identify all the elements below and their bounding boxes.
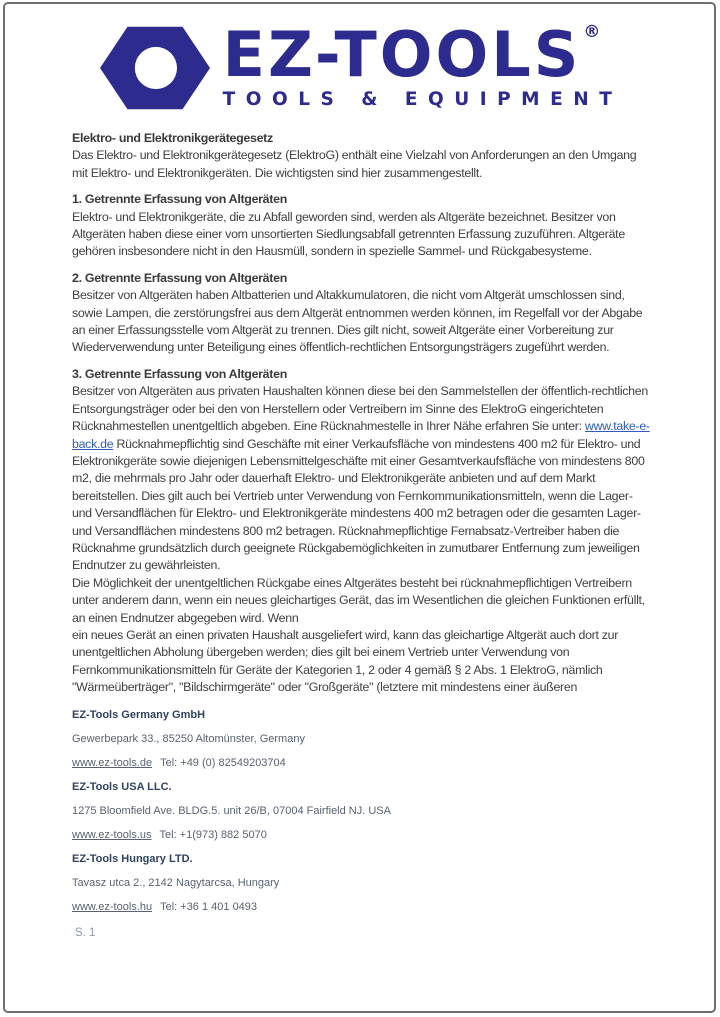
section-3	[72, 366, 654, 697]
company-phone: Tel: +36 1 401 0493	[160, 900, 258, 913]
company-contact-line	[72, 757, 650, 770]
page-title: Elektro- und Elektronikgerätegesetz	[72, 131, 273, 145]
company-address: Gewerbepark 33., 85250 Altomünster, Germany	[72, 732, 305, 745]
section-1-paragraph: Elektro- und Elektronikgeräte, die zu Abfall geworden sind, werden als Altgeräte bezeichnet. Besitzer von Altgeräten haben diese einer vom unsortierten Siedlungsabfall getrennten Erfassung zuzuführen. Altgeräte gehören insbesondere nicht in den Hausmüll, sondern in spezielle Sammel- und Rückgabesysteme.	[72, 209, 625, 259]
section-3-paragraph-3: ein neues Gerät an einen privaten Haushalt ausgeliefert wird, kann das gleichartige Altgerät auch dort zur unentgeltlichen Abholung übergeben werden; dies gilt bei einem Vertrieb unter Verwendung von Fernkommunikationsmitteln für Geräte der Kategorien 1, 2 oder 4 gemäß § 2 Abs. 1 ElektroG, nämlich "Wärmeüberträger", "Bildschirmgeräte" oder "Großgeräte" (letztere mit mindestens einer äußeren	[72, 627, 619, 695]
company-block-hungary	[72, 853, 650, 914]
section-3-paragraph	[72, 383, 654, 574]
logo-brand-row	[222, 18, 601, 92]
section-3-text-after-link: Rücknahmepflichtig sind Geschäfte mit einer Verkaufsfläche von mindestens 400 m2 für Elektro- und Elektronikgeräte sowie diejenigen Lebensmittelgeschäfte mit einer Gesamtverkaufsfläche von mindestens 800 m2, die mehrmals pro Jahr oder dauerhaft Elektro- und Elektronikgeräte anbieten und auf dem Markt bereitstellen. Dies gilt auch bei Vertrieb unter Verwendung von Fernkommunikationsmitteln, wenn die Lager- und Versandflächen für Elektro- und Elektronikgeräte mindestens 400 m2 betragen oder die gesamten Lager- und Versandflächen mindestens 800 m2 betragen. Rücknahmepflichtige Fernabsatz-Vertreiber haben die Rücknahme grundsätzlich durch geeignete Rückgabemöglichkeiten in zumutbarer Entfernung zum jeweiligen Endnutzer zu gewährleisten.	[72, 436, 645, 573]
page-frame	[3, 2, 716, 1013]
ez-tools-hu-link[interactable]: www.ez-tools.hu	[72, 900, 153, 913]
page-number: S. 1	[75, 926, 96, 939]
company-phone: Tel: +49 (0) 82549203704	[160, 756, 286, 769]
section-3-heading: 3. Getrennte Erfassung von Altgeräten	[72, 366, 287, 381]
logo-tagline: TOOLS & EQUIPMENT	[222, 88, 623, 110]
intro-paragraph: Das Elektro- und Elektronikgerätegesetz (ElektroG) enthält eine Vielzahl von Anforderungen an den Umgang mit Elektro- und Elektronikgeräten. Die wichtigsten sind hier zusammengestellt.	[72, 148, 637, 180]
page-content	[5, 4, 714, 940]
section-2-paragraph: Besitzer von Altgeräten haben Altbatterien und Altakkumulatoren, die nicht vom Altgerät umschlossen sind, sowie Lampen, die zerstörungsfrei aus dem Altgerät entnommen werden können, im Regelfall vor der Abgabe an einer Erfassungsstelle vom Altgerät zu trennen. Dies gilt nicht, soweit Altgeräte einer Vorbereitung zur Wiederverwendung unter Beteiligung eines öffentlich-rechtlichen Entsorgungsträgers zugeführt werden.	[72, 288, 643, 355]
section-3-paragraph-2: Die Möglichkeit der unentgeltlichen Rückgabe eines Altgerätes besteht bei rücknahmepflichtigen Vertreibern unter anderem dann, wenn ein neues gleichartiges Gerät, das im Wesentlichen die gleichen Funktionen erfüllt, an einen Endnutzer abgegeben wird. Wenn	[72, 575, 645, 625]
section-2	[72, 270, 654, 357]
footer	[72, 709, 650, 940]
ez-tools-de-link[interactable]: www.ez-tools.de	[72, 756, 153, 769]
section-1	[72, 191, 654, 261]
company-contact-line	[72, 829, 650, 842]
company-address: 1275 Bloomfield Ave. BLDG.5. unit 26/B, 07004 Fairfield NJ. USA	[72, 804, 391, 817]
company-block-usa	[72, 781, 650, 842]
hex-nut-icon	[100, 24, 210, 112]
take-e-back-link[interactable]: www.take-e-back.de	[72, 419, 650, 451]
company-name: EZ-Tools Germany GmbH	[72, 708, 206, 721]
ez-tools-us-link[interactable]: www.ez-tools.us	[72, 828, 152, 841]
company-name: EZ-Tools USA LLC.	[72, 780, 172, 793]
company-logo	[100, 18, 623, 112]
company-address: Tavasz utca 2., 2142 Nagytarcsa, Hungary	[72, 876, 280, 889]
company-block-germany	[72, 709, 650, 770]
registered-trademark-icon: ®	[583, 22, 601, 43]
company-contact-line	[72, 901, 650, 914]
logo-brand: EZ-TOOLS	[222, 18, 582, 92]
logo-text	[222, 18, 623, 110]
section-2-heading: 2. Getrennte Erfassung von Altgeräten	[72, 270, 287, 285]
company-phone: Tel: +1(973) 882 5070	[159, 828, 267, 841]
company-name: EZ-Tools Hungary LTD.	[72, 852, 193, 865]
document-body	[72, 130, 654, 697]
section-1-heading: 1. Getrennte Erfassung von Altgeräten	[72, 192, 287, 207]
section-3-text-before-link: Besitzer von Altgeräten aus privaten Haushalten können diese bei den Sammelstellen der öffentlich-rechtlichen Entsorgungsträger oder bei den von Herstellern oder Vertreibern im Sinne des ElektroG eingerichteten Rücknahmestellen unentgeltlich abgeben. Eine Rücknahmestelle in Ihrer Nähe erfahren Sie unter:	[72, 384, 648, 434]
